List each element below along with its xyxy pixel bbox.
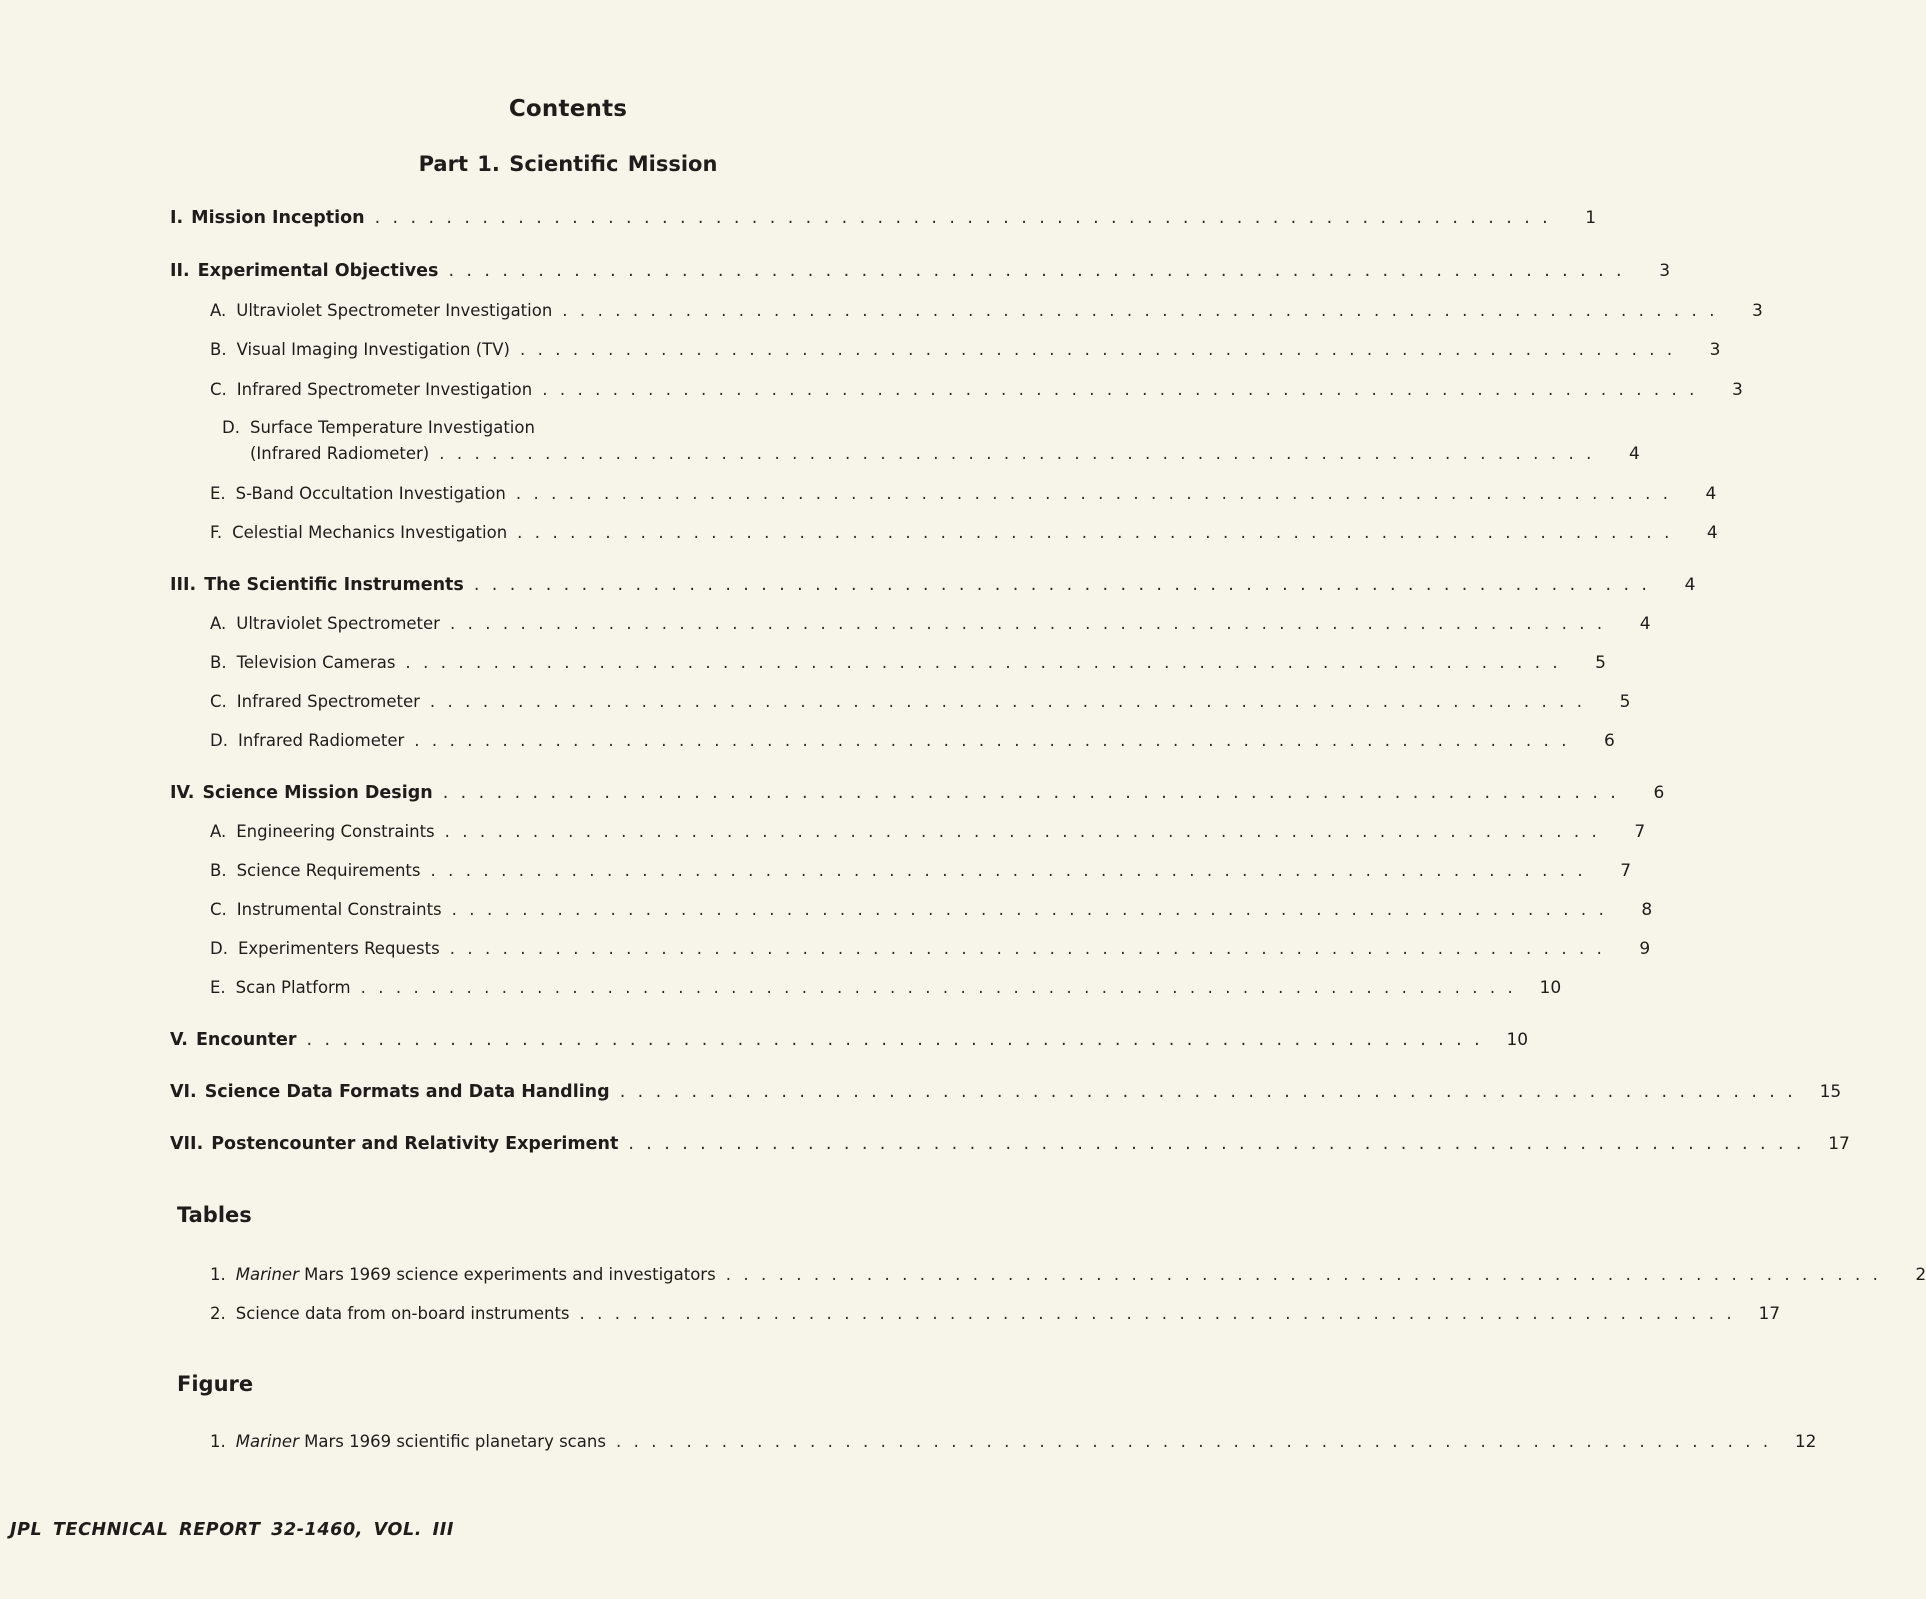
dot-leader: ..................................................................: [444, 822, 1610, 841]
page-number: 5: [1619, 692, 1631, 712]
dot-leader: ..................................................................: [449, 614, 1615, 633]
section-label: Experimental Objectives: [197, 261, 439, 281]
subsection-letter: E.: [210, 978, 226, 997]
toc-subsection[interactable]: [210, 822, 1646, 842]
subsection-label: Celestial Mechanics Investigation: [232, 523, 508, 542]
page-number: 10: [1506, 1030, 1529, 1050]
subsection-letter: B.: [210, 653, 227, 672]
section-label: Encounter: [195, 1030, 297, 1050]
table-label-italic: Mariner: [235, 1265, 299, 1284]
toc-subsection[interactable]: [210, 731, 1615, 751]
toc-subsection[interactable]: [210, 523, 1718, 543]
subsection-letter: C.: [210, 380, 227, 399]
part-heading: Part 1. Scientific Mission: [418, 152, 718, 176]
dot-leader: ..................................................................: [360, 978, 1526, 997]
section-label: Science Data Formats and Data Handling: [204, 1082, 610, 1102]
dot-leader: ..................................................................: [562, 301, 1727, 320]
subsection-letter: D.: [210, 939, 228, 958]
dot-leader: ..................................................................: [542, 380, 1707, 399]
page-number: 3: [1752, 301, 1763, 321]
page-number: 17: [1828, 1134, 1850, 1154]
dot-leader: ..................................................................: [473, 575, 1660, 595]
dot-leader: ..................................................................: [519, 340, 1685, 359]
dot-leader: ..................................................................: [448, 261, 1635, 281]
toc-subsection[interactable]: [210, 939, 1651, 959]
section-numeral: VII.: [170, 1134, 204, 1154]
subsection-label: Infrared Spectrometer Investigation: [236, 380, 533, 399]
toc-figure-item[interactable]: [210, 1432, 1817, 1452]
toc-section-7[interactable]: [170, 1134, 1850, 1154]
section-label: Mission Inception: [191, 208, 365, 228]
dot-leader: ..................................................................: [628, 1134, 1814, 1154]
subsection-letter: A.: [210, 301, 227, 320]
page-number: 10: [1539, 978, 1562, 998]
subsection-label: Scan Platform: [235, 978, 351, 997]
toc-subsection-line2[interactable]: [250, 444, 1640, 464]
dot-leader: ..................................................................: [439, 444, 1604, 463]
section-numeral: I.: [170, 208, 184, 228]
subsection-letter: C.: [210, 900, 227, 919]
section-numeral: VI.: [170, 1082, 197, 1102]
dot-leader: ..................................................................: [725, 1265, 1891, 1284]
toc-subsection[interactable]: [210, 978, 1562, 998]
section-numeral: III.: [170, 575, 197, 595]
page-number: 3: [1659, 261, 1671, 281]
subsection-label: Science Requirements: [236, 861, 421, 880]
table-number: 2.: [210, 1304, 226, 1323]
subsection-letter: B.: [210, 861, 227, 880]
page-number: 4: [1628, 444, 1640, 464]
page-number: 15: [1819, 1082, 1842, 1102]
figure-heading: Figure: [177, 1372, 254, 1396]
subsection-label: Infrared Spectrometer: [236, 692, 420, 711]
subsection-letter: E.: [210, 484, 226, 503]
dot-leader: ..................................................................: [615, 1432, 1781, 1451]
subsection-label: S-Band Occultation Investigation: [235, 484, 506, 503]
dot-leader: ..................................................................: [449, 939, 1615, 958]
figure-number: 1.: [210, 1432, 226, 1451]
page-number: 3: [1709, 340, 1721, 360]
toc-section-1[interactable]: [170, 208, 1597, 228]
page-number: 12: [1794, 1432, 1817, 1452]
section-numeral: V.: [170, 1030, 188, 1050]
tables-heading: Tables: [177, 1203, 252, 1227]
dot-leader: ..................................................................: [306, 1030, 1493, 1050]
toc-table-item[interactable]: [210, 1265, 1926, 1285]
dot-leader: ..................................................................: [442, 783, 1629, 803]
dot-leader: ..................................................................: [579, 1304, 1745, 1323]
page-number: 6: [1604, 731, 1615, 751]
subsection-letter: D.: [222, 418, 240, 437]
dot-leader: ..................................................................: [405, 653, 1570, 672]
subsection-letter: B.: [210, 340, 227, 359]
subsection-letter: F.: [210, 523, 223, 542]
page-number: 5: [1595, 653, 1606, 673]
toc-subsection[interactable]: [210, 380, 1743, 400]
page-number: 8: [1641, 900, 1653, 920]
subsection-label-continued: (Infrared Radiometer): [250, 444, 430, 463]
toc-section-3[interactable]: [170, 575, 1696, 595]
toc-subsection[interactable]: [210, 653, 1606, 673]
dot-leader: ..................................................................: [619, 1082, 1806, 1102]
toc-table-item[interactable]: [210, 1304, 1781, 1324]
page-number: 9: [1639, 939, 1651, 959]
subsection-label: Instrumental Constraints: [236, 900, 442, 919]
section-label: Science Mission Design: [202, 783, 433, 803]
table-label: [236, 1265, 716, 1284]
table-label-text: Mars 1969 science experiments and investigators: [298, 1265, 716, 1284]
dot-leader: ..................................................................: [451, 900, 1617, 919]
table-label: Science data from on-board instruments: [235, 1304, 570, 1323]
subsection-label: Visual Imaging Investigation (TV): [236, 340, 510, 359]
page-number: 4: [1706, 523, 1718, 543]
section-numeral: IV.: [170, 783, 195, 803]
page-number: 4: [1639, 614, 1651, 634]
page-number: 7: [1620, 861, 1632, 881]
toc-subsection[interactable]: [210, 301, 1763, 321]
toc-subsection[interactable]: [210, 484, 1717, 504]
toc-section-2[interactable]: [170, 261, 1671, 281]
subsection-label: Television Cameras: [236, 653, 396, 672]
figure-label-text: Mars 1969 scientific planetary scans: [298, 1432, 606, 1451]
subsection-letter: C.: [210, 692, 227, 711]
subsection-label: Ultraviolet Spectrometer: [236, 614, 440, 633]
toc-subsection-line1[interactable]: [210, 418, 535, 437]
subsection-letter: A.: [210, 822, 227, 841]
toc-subsection[interactable]: [210, 861, 1632, 881]
subsection-letter: D.: [210, 731, 228, 750]
subsection-label: Engineering Constraints: [236, 822, 435, 841]
dot-leader: ..................................................................: [517, 523, 1682, 542]
section-label: The Scientific Instruments: [204, 575, 464, 595]
dot-leader: ..................................................................: [430, 861, 1596, 880]
page-number: 4: [1684, 575, 1696, 595]
page-number: 4: [1705, 484, 1717, 504]
page-number: 6: [1653, 783, 1665, 803]
page-number: 2: [1915, 1265, 1926, 1285]
subsection-letter: A.: [210, 614, 227, 633]
page-number: 17: [1758, 1304, 1781, 1324]
toc-subsection[interactable]: [210, 692, 1631, 712]
figure-label: [236, 1432, 606, 1451]
subsection-label: Experimenters Requests: [237, 939, 440, 958]
toc-subsection[interactable]: [210, 900, 1653, 920]
section-label: Postencounter and Relativity Experiment: [211, 1134, 619, 1154]
section-numeral: II.: [170, 261, 190, 281]
page-number: 3: [1731, 380, 1743, 400]
report-footer: JPL TECHNICAL REPORT 32-1460, VOL. III: [10, 1520, 455, 1540]
subsection-label: Ultraviolet Spectrometer Investigation: [236, 301, 553, 320]
subsection-label: Infrared Radiometer: [237, 731, 405, 750]
toc-subsection[interactable]: [210, 340, 1721, 360]
toc-subsection[interactable]: [210, 614, 1651, 634]
table-number: 1.: [210, 1265, 226, 1284]
page-number: 1: [1585, 208, 1597, 228]
toc-section-4[interactable]: [170, 783, 1665, 803]
dot-leader: ..................................................................: [515, 484, 1681, 503]
dot-leader: ..................................................................: [374, 208, 1561, 228]
dot-leader: ..................................................................: [429, 692, 1595, 711]
figure-label-italic: Mariner: [235, 1432, 299, 1451]
dot-leader: ..................................................................: [414, 731, 1579, 750]
subsection-label: Surface Temperature Investigation: [250, 418, 535, 437]
toc-section-5[interactable]: [170, 1030, 1529, 1050]
page-number: 7: [1634, 822, 1646, 842]
page-title: Contents: [508, 96, 628, 122]
toc-section-6[interactable]: [170, 1082, 1842, 1102]
